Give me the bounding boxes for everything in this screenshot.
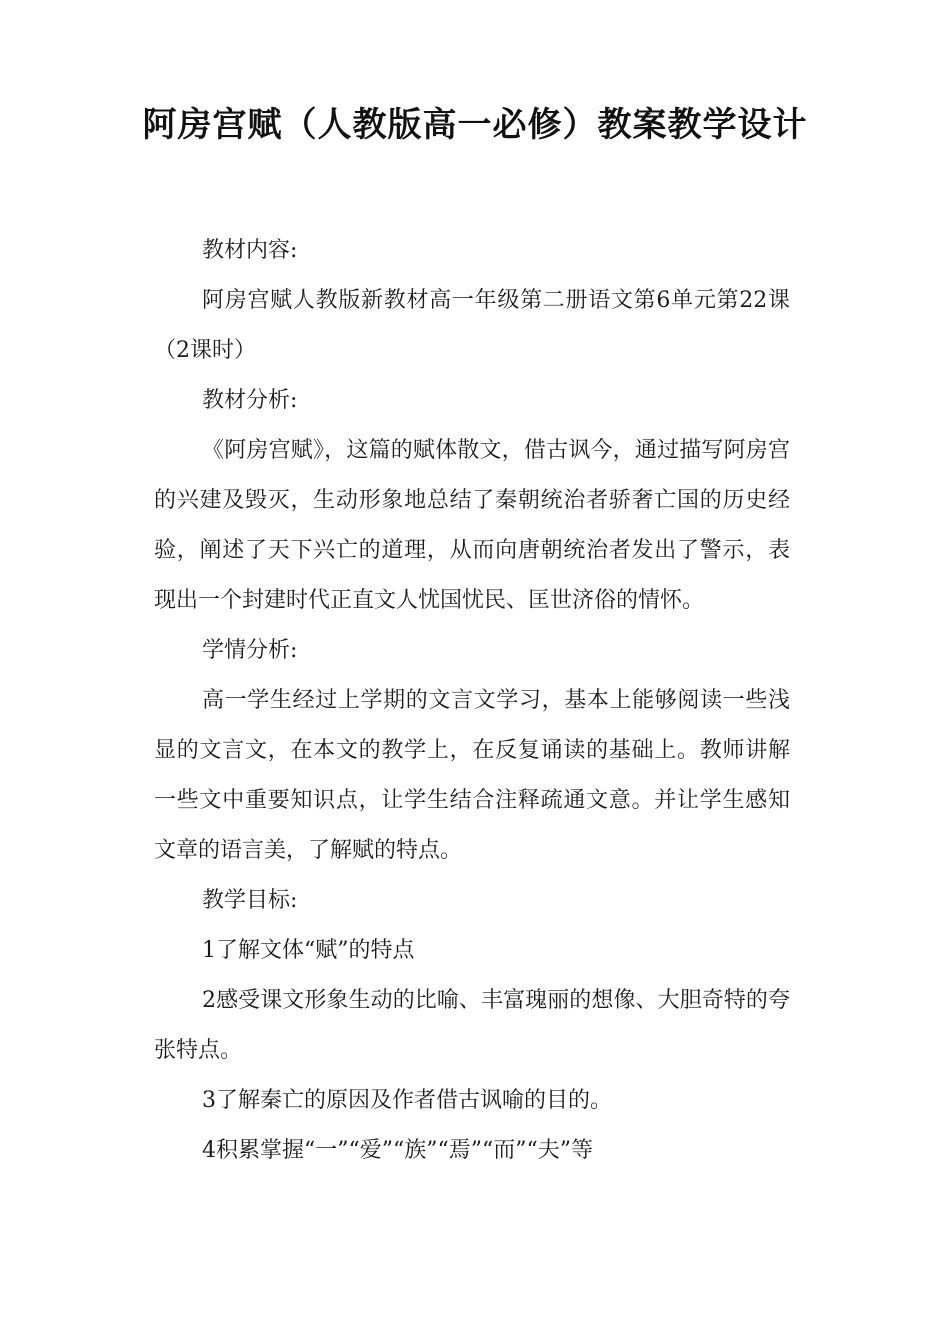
document-title: 阿房宫赋（人教版高一必修）教案教学设计 — [142, 105, 808, 145]
heading-textbook-content: 教材内容: — [202, 238, 298, 263]
heading-textbook-analysis: 教材分析: — [202, 388, 298, 413]
paragraph-textbook-content: 阿房宫赋人教版新教材高一年级第二册语文第6单元第22课（2课时） — [154, 288, 790, 363]
document-body — [154, 226, 790, 1176]
heading-teaching-goals: 教学目标: — [202, 888, 298, 913]
goal-item-3: 3了解秦亡的原因及作者借古讽喻的目的。 — [202, 1088, 612, 1113]
goal-item-4: 4积累掌握“一”“爱”“族”“焉”“而”“夫”等 — [202, 1138, 593, 1163]
goal-item-2: 2感受课文形象生动的比喻、丰富瑰丽的想像、大胆奇特的夸张特点。 — [154, 988, 790, 1063]
paragraph-textbook-analysis: 《阿房宫赋》，这篇的赋体散文，借古讽今，通过描写阿房宫的兴建及毁灭，生动形象地总结了秦朝统治者骄奢亡国的历史经验，阐述了天下兴亡的道理，从而向唐朝统治者发出了警示，表现出一个封建时代正直文人忧国忧民、匡世济俗的情怀。 — [154, 438, 790, 613]
goal-item-1: 1了解文体“赋”的特点 — [202, 938, 415, 963]
paragraph-student-analysis: 高一学生经过上学期的文言文学习，基本上能够阅读一些浅显的文言文，在本文的教学上，在反复诵读的基础上。教师讲解一些文中重要知识点，让学生结合注释疏通文意。并让学生感知文章的语言美，了解赋的特点。 — [154, 688, 790, 863]
heading-student-analysis: 学情分析: — [202, 638, 298, 663]
